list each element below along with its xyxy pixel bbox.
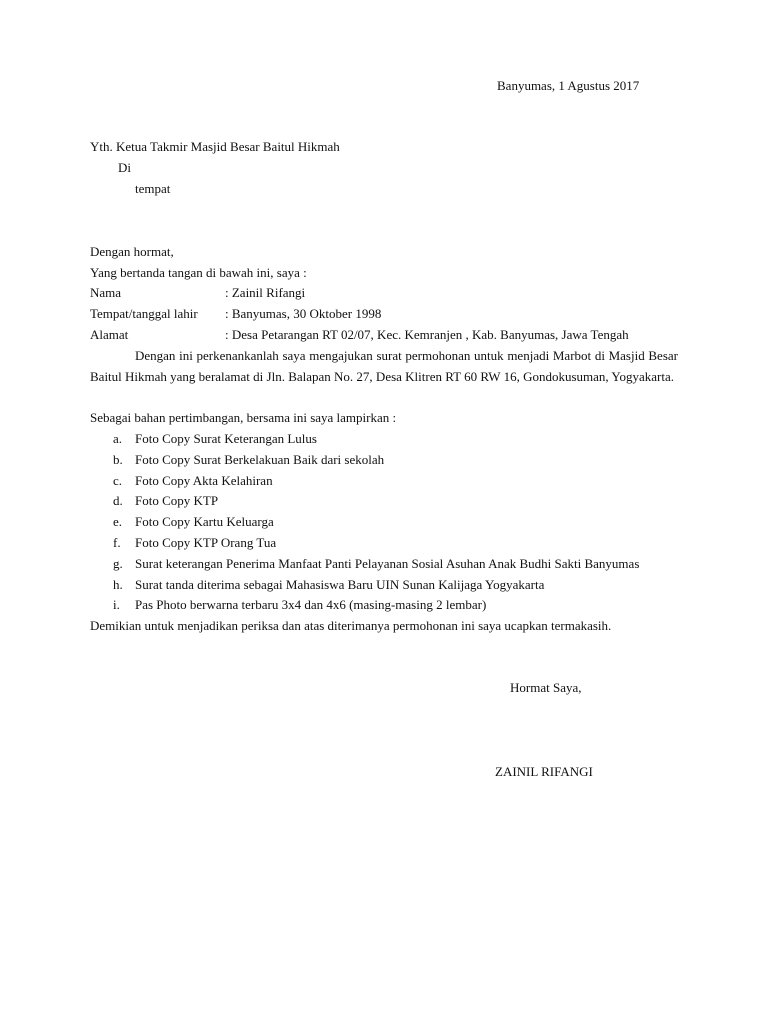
- list-text: Foto Copy KTP Orang Tua: [135, 534, 277, 550]
- field-value: : Banyumas, 30 Oktober 1998: [225, 306, 382, 321]
- field-label: Tempat/tanggal lahir: [90, 306, 198, 321]
- list-text: Foto Copy Surat Keterangan Lulus: [135, 431, 317, 446]
- list-marker: i.: [113, 597, 120, 613]
- field-value: : Zainil Rifangi: [225, 285, 306, 300]
- field-name: [90, 285, 305, 301]
- list-text: Foto Copy Kartu Keluarga: [135, 514, 274, 530]
- list-marker: c.: [113, 472, 123, 488]
- list-text: Foto Copy KTP: [135, 493, 219, 509]
- field-label: Nama: [90, 285, 122, 300]
- list-text: Pas Photo berwarna terbaru 3x4 dan 4x6 (masing-masing 2 lembar): [135, 597, 487, 613]
- salutation: Dengan hormat,: [90, 244, 174, 259]
- addressee-line-2: Di: [118, 160, 131, 175]
- field-label: Alamat: [90, 327, 129, 342]
- field-value: : Desa Petarangan RT 02/07, Kec. Kemranjen , Kab. Banyumas, Jawa Tengah: [225, 327, 629, 342]
- regards: Hormat Saya,: [510, 680, 582, 695]
- intro-line: Yang bertanda tangan di bawah ini, saya :: [90, 265, 307, 280]
- list-marker: e.: [113, 514, 123, 530]
- field-birth: [90, 306, 381, 322]
- list-marker: h.: [113, 576, 123, 592]
- list-marker: g.: [113, 555, 123, 571]
- list-marker: b.: [113, 451, 123, 467]
- place-date: Banyumas, 1 Agustus 2017: [497, 78, 640, 93]
- list-text: Surat tanda diterima sebagai Mahasiswa Baru UIN Sunan Kalijaga Yogyakarta: [135, 576, 545, 592]
- closing-line: Demikian untuk menjadikan periksa dan atas diterimanya permohonan ini saya ucapkan termakasih.: [90, 618, 612, 633]
- attachments-intro: Sebagai bahan pertimbangan, bersama ini saya lampirkan :: [90, 410, 397, 425]
- list-marker: f.: [113, 534, 121, 550]
- signature-name: ZAINIL RIFANGI: [495, 764, 593, 779]
- list-text: Surat keterangan Penerima Manfaat Panti Pelayanan Sosial Asuhan Anak Budhi Sakti Banyumas: [135, 555, 640, 571]
- list-marker: d.: [113, 493, 123, 509]
- addressee-line-3: tempat: [135, 181, 171, 196]
- field-address: [90, 327, 629, 343]
- body-paragraph: Dengan ini perkenankanlah saya mengajukan surat permohonan untuk menjadi Marbot di Masjid Besar Baitul Hikmah yang beralamat di Jln. Balapan No. 27, Desa Klitren RT 60 RW 16, Gondokusuman, Yogyakarta.: [90, 348, 678, 384]
- list-text: Foto Copy Surat Berkelakuan Baik dari sekolah: [135, 451, 385, 467]
- addressee-line-1: Yth. Ketua Takmir Masjid Besar Baitul Hikmah: [90, 139, 340, 154]
- list-text: Foto Copy Akta Kelahiran: [135, 472, 273, 488]
- list-marker: a.: [113, 431, 123, 446]
